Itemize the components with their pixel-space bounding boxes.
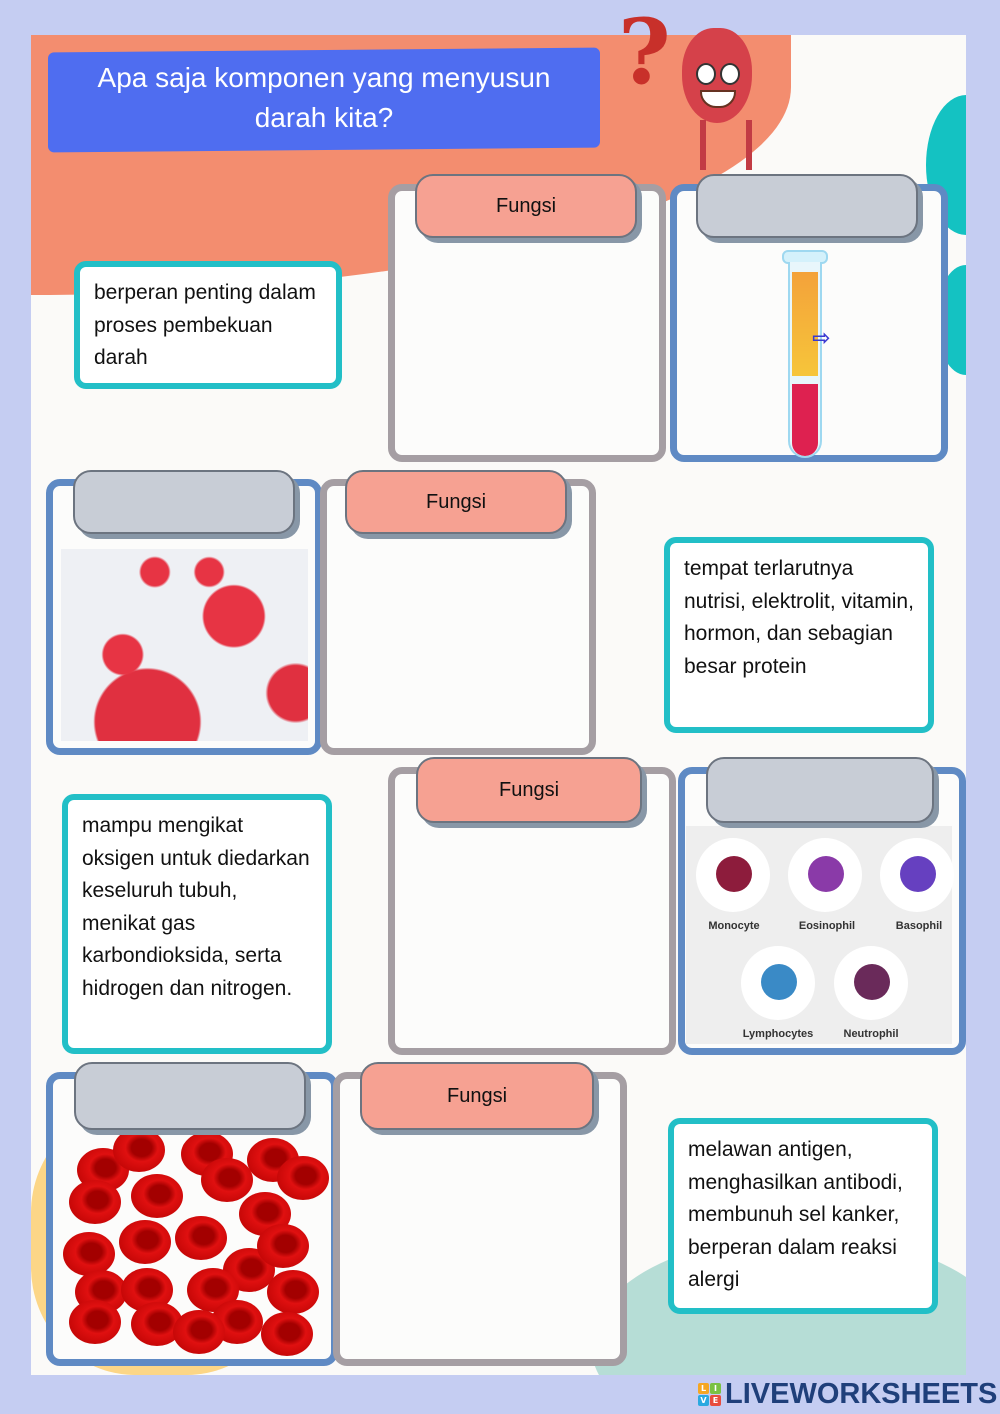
logo-letter: I [710, 1383, 721, 1394]
fungsi-label: Fungsi [446, 1085, 508, 1107]
component-name-input[interactable] [696, 174, 918, 238]
component-name-input[interactable] [706, 757, 934, 823]
test-tube-icon [782, 250, 831, 460]
red-blood-cells-image [61, 1120, 325, 1350]
cell-label: Basophil [895, 920, 943, 932]
monocyte-cell [696, 838, 770, 912]
plasma-layer [792, 272, 818, 376]
lymphocyte-cell [741, 946, 815, 1020]
eye-icon [720, 63, 740, 85]
function-text: mampu mengikat oksigen untuk diedarkan keseluruh tubuh, menikat gas karbondioksida, serta hidrogen dan nitrogen. [82, 814, 310, 1000]
function-text-card[interactable] [62, 794, 332, 1054]
eye-icon [696, 63, 716, 85]
fungsi-label: Fungsi [495, 195, 557, 217]
liveworksheets-logo[interactable] [698, 1378, 997, 1411]
cell-label: Lymphocytes [742, 1028, 814, 1040]
heart-mascot-icon [682, 28, 752, 123]
eosinophil-cell [788, 838, 862, 912]
function-text: melawan antigen, menghasilkan antibodi, membunuh sel kanker, berperan dalam reaksi alergi [688, 1138, 903, 1291]
platelet-image [61, 549, 308, 741]
fungsi-tab [345, 470, 567, 534]
brand-name: LIVEWORKSHEETS [725, 1378, 998, 1410]
cell-label: Neutrophil [843, 1028, 899, 1040]
fungsi-tab [416, 757, 642, 823]
cell-label: Monocyte [708, 920, 760, 932]
arrow-right-icon: ⇨ [812, 326, 831, 351]
function-text-card[interactable] [664, 537, 934, 733]
function-text-card[interactable] [668, 1118, 938, 1314]
component-name-input[interactable] [73, 470, 295, 534]
logo-letter: E [710, 1395, 721, 1406]
title-line-2: darah kita? [254, 102, 394, 133]
heart-mascot-legs [700, 120, 752, 170]
tube-body [788, 262, 822, 458]
fungsi-tab [360, 1062, 594, 1130]
fungsi-tab [415, 174, 637, 238]
page-title [48, 58, 600, 138]
function-text-card[interactable] [74, 261, 342, 389]
white-blood-cell-image [686, 826, 952, 1044]
fungsi-label: Fungsi [498, 779, 560, 801]
logo-icon [698, 1383, 721, 1406]
logo-letter: L [698, 1383, 709, 1394]
function-text: tempat terlarutnya nutrisi, elektrolit, vitamin, hormon, dan sebagian besar protein [684, 557, 914, 678]
basophil-cell [880, 838, 954, 912]
question-mark-icon: ? [618, 0, 671, 105]
function-text: berperan penting dalam proses pembekuan darah [94, 281, 316, 369]
neutrophil-cell [834, 946, 908, 1020]
fungsi-label: Fungsi [425, 491, 487, 513]
component-name-input[interactable] [74, 1062, 306, 1130]
title-line-1: Apa saja komponen yang menyusun [97, 62, 551, 93]
logo-letter: V [698, 1395, 709, 1406]
red-cell-layer [792, 384, 818, 456]
mouth-icon [700, 90, 736, 108]
cell-label: Eosinophil [798, 920, 856, 932]
